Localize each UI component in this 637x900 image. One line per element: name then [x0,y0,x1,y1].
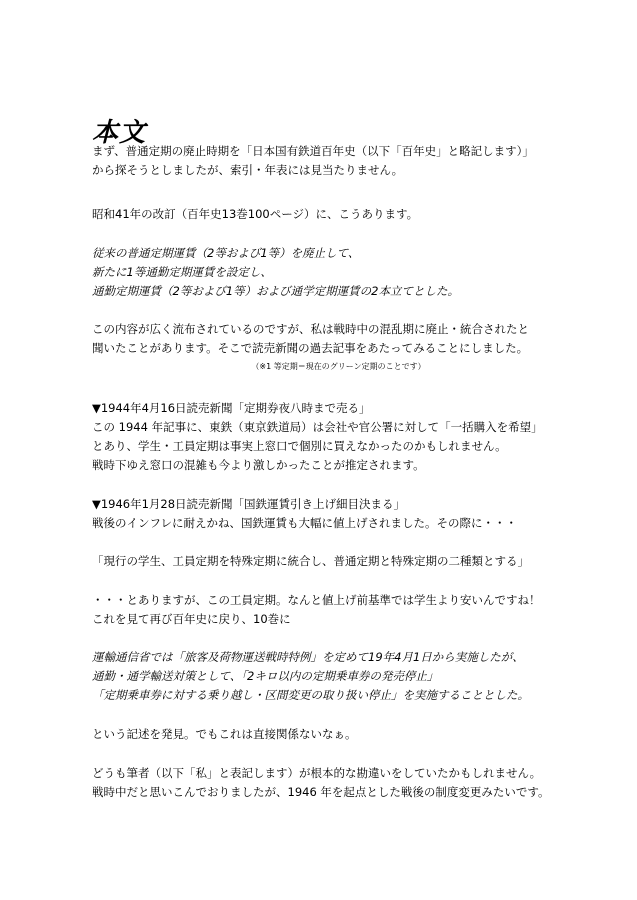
paragraph-11-line-1: どうも筆者（以下「私」と表記します）が根本的な勘違いをしていたかもしれません。 [92,766,542,780]
quote-1-line-3: 通勤定期運賃（2等および1等）および通学定期運賃の2本立てとした。 [92,284,459,298]
paragraph-6-line-2: 戦後のインフレに耐えかね、国鉄運賃も大幅に値上げされました。その際に・・・ [92,516,518,530]
article-1946-heading: ▼1946年1月28日読売新聞「国鉄運賃引き上げ細目決まる」 [92,497,406,511]
paragraph-5-line-2: この 1944 年記事に、東鉄（東京鉄道局）は会社や官公署に対して「一括購入を希望」 [92,420,543,434]
article-1944-heading: ▼1944年4月16日読売新聞「定期券夜八時まで売る」 [92,401,371,415]
footnote-note: （※1 等定期＝現在のグリーン定期のことです） [251,362,426,371]
quote-2-line-1: 運輸通信省では「旅客及荷物運送戦時特例」を定めて19年4月1日から実施したが、 [92,650,524,664]
paragraph-10-line-1: という記述を発見。でもこれは直接関係ないなぁ。 [92,727,357,741]
quote-1-line-1: 従来の普通定期運賃（2等および1等）を廃止して、 [92,246,360,260]
quote-2-line-3: 「定期乗車券に対する乗り越し・区間変更の取り扱い停止」を実施することとした。 [92,688,529,702]
quoted-regulation: 「現行の学生、工員定期を特殊定期に統合し、普通定期と特殊定期の二種類とする」 [92,554,529,568]
paragraph-2-line-1: 昭和41年の改訂（百年史13巻100ページ）に、こうあります。 [92,207,419,221]
paragraph-4-line-1: この内容が広く流布されているのですが、私は戦時中の混乱期に廃止・統合されたと [92,322,529,336]
paragraph-5-line-4: 戦時下ゆえ窓口の混雑も今より激しかったことが推定されます。 [92,458,425,472]
paragraph-1-line-1: まず、普通定期の廃止時期を「日本国有鉄道百年史（以下「百年史」と略記します）」 [92,144,534,158]
page-title: 本文 [92,118,147,148]
paragraph-5-line-3: とあり、学生・工員定期は事実上窓口で個別に買えなかったのかもしれません。 [92,439,507,453]
paragraph-8-line-2: これを見て再び百年史に戻り、10巻に [92,612,291,626]
quote-1-line-2: 新たに1等通勤定期運賃を設定し、 [92,265,272,279]
quote-2-line-2: 通勤・通学輸送対策として、「2キロ以内の定期乗車券の発売停止」 [92,669,439,683]
paragraph-11-line-2: 戦時中だと思いこんでおりましたが、1946 年を起点とした戦後の制度変更みたいです。 [92,785,550,799]
paragraph-4-line-2: 聞いたことがあります。そこで読売新聞の過去記事をあたってみることにしました。 [92,341,529,355]
paragraph-1-line-2: から探そうとしましたが、索引・年表には見当たりません。 [92,163,404,177]
paragraph-8-line-1: ・・・とありますが、この工員定期。なんと値上げ前基準では学生より安いんですね！ [92,593,541,607]
